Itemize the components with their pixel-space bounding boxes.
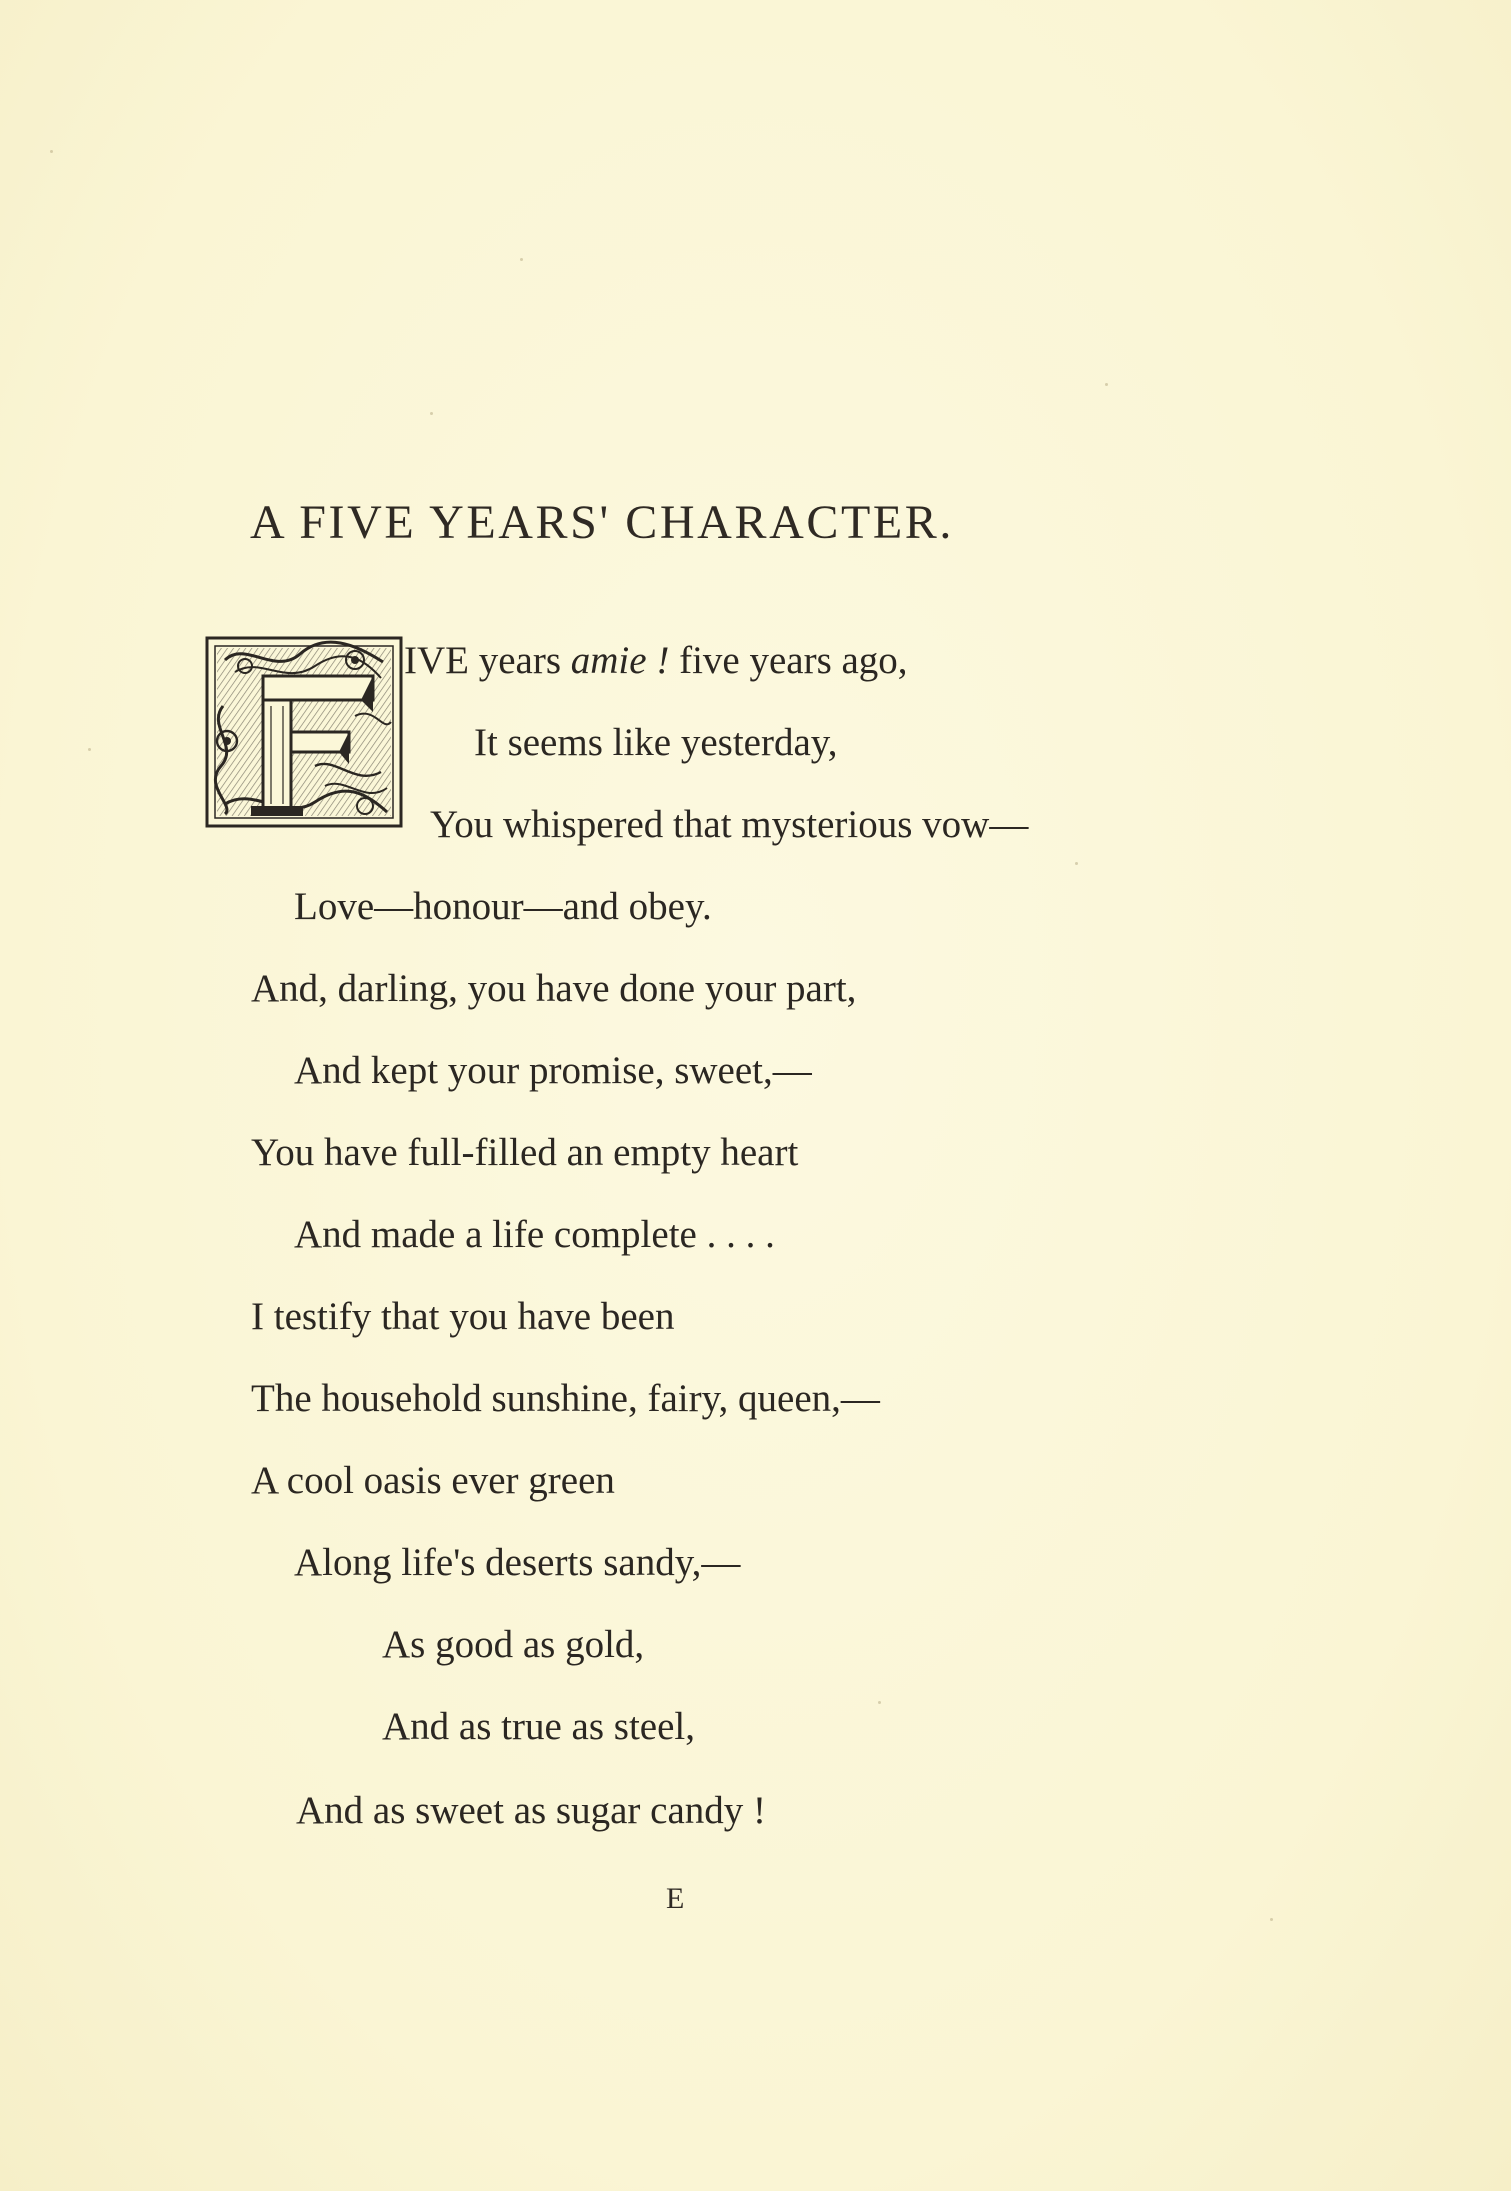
- poem-line-5: And, darling, you have done your part,: [251, 967, 857, 1010]
- paper-speck: [430, 412, 433, 415]
- poem-line-1-emphasis: amie !: [570, 639, 670, 682]
- paper-speck: [520, 258, 523, 261]
- paper-speck: [1105, 383, 1108, 386]
- paper-speck: [1270, 1918, 1273, 1921]
- poem-line-12: Along life's deserts sandy,—: [294, 1541, 741, 1584]
- paper-speck: [878, 1701, 881, 1704]
- paper-speck: [88, 748, 91, 751]
- poem-line-10: The household sunshine, fairy, queen,—: [251, 1377, 880, 1420]
- paper-speck: [1075, 862, 1078, 865]
- signature-mark: E: [666, 1882, 685, 1915]
- poem-line-3: You whispered that mysterious vow—: [430, 803, 1029, 846]
- poem-line-15: And as sweet as sugar candy !: [296, 1789, 767, 1832]
- poem-line-13: As good as gold,: [382, 1623, 645, 1666]
- poem-line-2: It seems like yesterday,: [474, 721, 838, 764]
- poem-line-14: And as true as steel,: [382, 1705, 695, 1748]
- poem-line-1: [404, 638, 908, 683]
- poem-line-4: Love—honour—and obey.: [294, 885, 712, 928]
- poem-line-1-end: five years ago,: [669, 639, 908, 682]
- poem-line-6: And kept your promise, sweet,—: [294, 1049, 812, 1092]
- poem-line-1-start: IVE years: [404, 639, 571, 682]
- poem-line-9: I testify that you have been: [251, 1295, 675, 1338]
- paper-speck: [50, 150, 53, 153]
- poem-line-7: You have full-filled an empty heart: [251, 1131, 799, 1174]
- poem-title: A FIVE YEARS' CHARACTER.: [250, 496, 955, 549]
- ornamental-dropcap-f: [205, 636, 403, 828]
- poem-line-8: And made a life complete . . . .: [294, 1213, 775, 1256]
- poem-line-11: A cool oasis ever green: [251, 1459, 615, 1502]
